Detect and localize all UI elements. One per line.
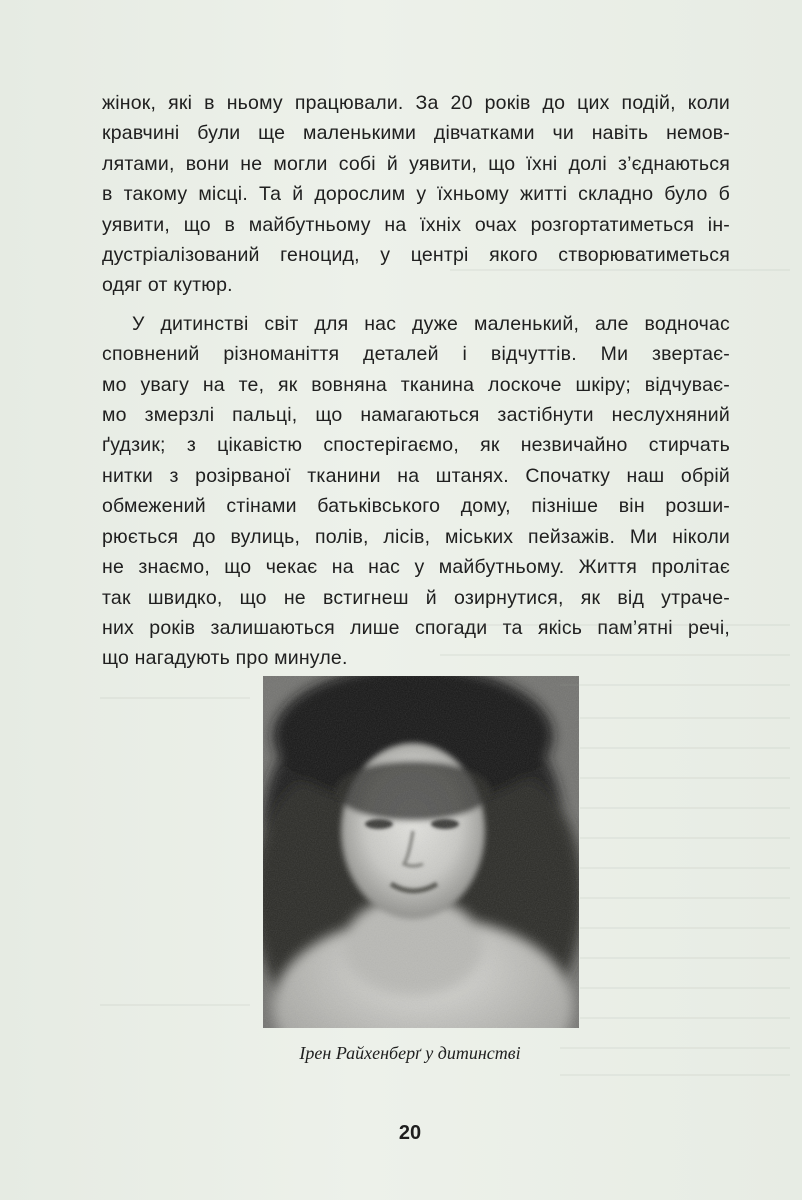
page-number: 20: [398, 1122, 422, 1144]
text-line: що нагадують про минуле.: [102, 647, 348, 670]
text-line: в такому місці. Та й дорослим у їхньому житті складно було б: [102, 183, 730, 206]
text-line: лятами, вони не могли собі й уявити, що їхні долі з’єднаються: [102, 152, 730, 175]
girl-portrait-image: [263, 676, 579, 1028]
text-line: них років залишаються лише спогади та якісь пам’ятні речі,: [102, 616, 730, 639]
body-text: [102, 88, 730, 674]
text-line: мо увагу на те, як вовняна тканина лоскоче шкіру; відчуває-: [102, 373, 730, 396]
text-line: нитки з розірваної тканини на штанях. Спочатку наш обрій: [102, 464, 730, 487]
paragraph: [102, 88, 730, 301]
paragraph: [102, 309, 730, 674]
photo-caption: Ірен Райхенберґ у дитинстві: [299, 1043, 521, 1063]
text-line: одяг от кутюр.: [102, 274, 233, 297]
text-line: так швидко, що не встигнеш й озирнутися, як від утраче-: [102, 586, 730, 609]
text-line: сповнений різноманіття деталей і відчуттів. Ми звертає-: [102, 343, 730, 366]
text-line: дустріалізований геноцид, у центрі якого створюватиметься: [102, 244, 730, 267]
text-line: мо змерзлі пальці, що намагаються застібнути неслухняний: [102, 404, 730, 427]
text-line: не знаємо, що чекає на нас у майбутньому. Життя пролітає: [102, 556, 730, 579]
text-line: рюється до вулиць, полів, лісів, міських пейзажів. Ми ніколи: [102, 525, 730, 548]
text-line: обмежений стінами батьківського дому, пізніше він розши-: [102, 495, 730, 518]
text-line: ґудзик; з цікавістю спостерігаємо, як незвичайно стирчать: [102, 434, 730, 457]
text-line: кравчині були ще маленькими дівчатками чи навіть немов-: [102, 122, 730, 145]
text-line: жінок, які в ньому працювали. За 20 років до цих подій, коли: [102, 92, 730, 114]
text-line: У дитинстві світ для нас дуже маленький, але водночас: [132, 312, 730, 335]
text-line: уявити, що в майбутньому на їхніх очах розгортатиметься ін-: [102, 213, 730, 236]
portrait-photo: [263, 676, 579, 1028]
